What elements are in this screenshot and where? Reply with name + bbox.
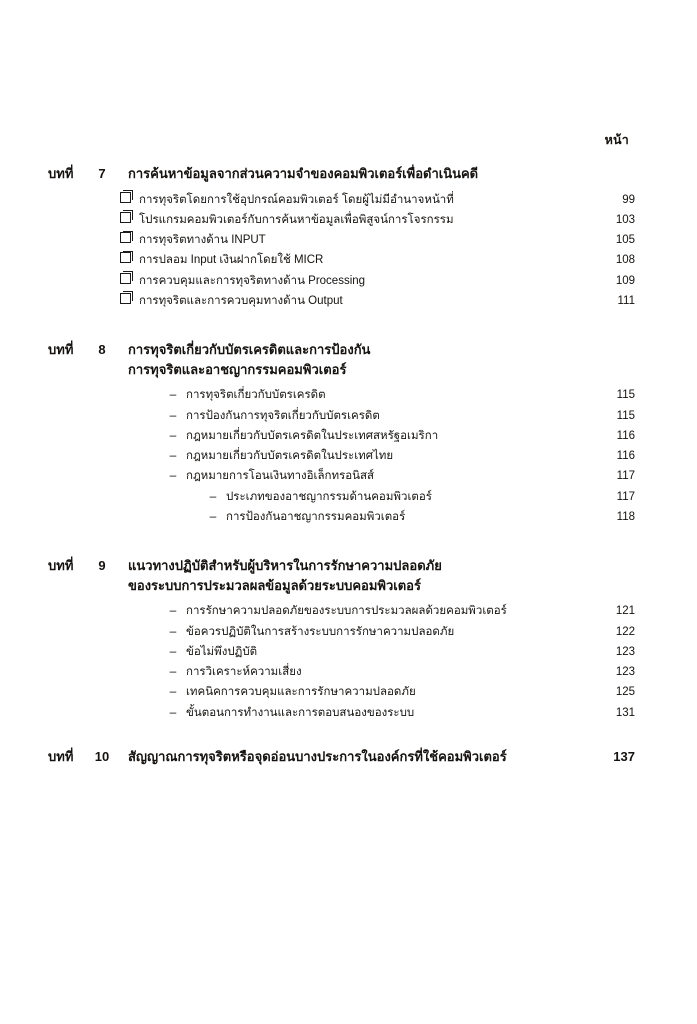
table-of-contents <box>48 130 653 788</box>
dash-icon: – <box>169 427 177 442</box>
toc-entry-label: เทคนิคการควบคุมและการรักษาความปลอดภัย <box>186 686 416 699</box>
toc-entry-page: 123 <box>615 666 635 679</box>
toc-entry-label: การป้องกันการทุจริตเกี่ยวกับบัตรเครดิต <box>186 409 380 422</box>
dash-icon: – <box>169 448 177 463</box>
chapter-title <box>116 747 653 767</box>
chapter-title <box>116 556 653 596</box>
dash-icon: – <box>169 407 177 422</box>
toc-entry-page: 131 <box>615 706 635 719</box>
toc-entry-label: การป้องกันอาชญากรรมคอมพิวเตอร์ <box>226 510 406 523</box>
chapter-title-text: สัญญาณการทุจริตหรือจุดอ่อนบางประการในองค์กรที่ใช้คอมพิวเตอร์ <box>128 749 507 765</box>
chapter-page-number: 137 <box>613 749 635 765</box>
toc-entry-page: 115 <box>616 389 635 402</box>
dash-icon: – <box>169 704 177 719</box>
dash-icon: – <box>169 387 177 402</box>
toc-entry-page: 109 <box>615 274 635 287</box>
checkbox-icon <box>120 192 131 209</box>
toc-entry[interactable] <box>48 251 653 271</box>
toc-entry-label: ขั้นตอนการทำงานและการตอบสนองของระบบ <box>186 706 415 719</box>
dash-icon: – <box>169 603 177 618</box>
toc-entry[interactable] <box>48 190 653 210</box>
toc-entry[interactable] <box>48 642 653 662</box>
toc-entry-page: 116 <box>616 450 635 463</box>
toc-entry[interactable] <box>48 683 653 703</box>
toc-entry-page: 111 <box>617 294 635 307</box>
toc-entry[interactable] <box>48 703 653 723</box>
checkbox-icon <box>120 293 131 310</box>
chapter-title-line-2: การทุจริตและอาชญากรรมคอมพิวเตอร์ <box>128 361 347 377</box>
toc-entry[interactable] <box>48 210 653 230</box>
dash-icon: – <box>169 468 177 483</box>
toc-entry[interactable] <box>48 602 653 622</box>
checkbox-icon <box>120 232 131 249</box>
chapter-number: 7 <box>98 166 106 181</box>
toc-entry-label: โปรแกรมคอมพิวเตอร์กับการค้นหาข้อมูลเพื่อพิสูจน์การโจรกรรม <box>139 213 454 226</box>
dash-icon: – <box>169 684 177 699</box>
chapter-word: บทที่ <box>48 341 74 357</box>
chapter-section <box>48 747 653 767</box>
dash-icon: – <box>169 643 177 658</box>
toc-entry-page: 115 <box>616 409 635 422</box>
toc-entry-label: ข้อควรปฏิบัติในการสร้างระบบการรักษาความปลอดภัย <box>186 625 455 638</box>
chapter-number: 9 <box>98 557 106 573</box>
toc-entry[interactable] <box>48 386 653 406</box>
dash-icon: – <box>169 623 177 638</box>
chapter-word: บทที่ <box>48 749 74 765</box>
dash-icon: – <box>209 508 217 523</box>
toc-entry[interactable] <box>48 622 653 642</box>
toc-entry-label: การทุจริตทางด้าน INPUT <box>139 234 266 247</box>
chapter-heading[interactable] <box>48 747 653 767</box>
dash-icon: – <box>209 488 217 503</box>
chapter-section <box>48 556 653 724</box>
chapter-section <box>48 164 653 312</box>
toc-entry-page: 99 <box>622 193 635 206</box>
chapter-title: การค้นหาข้อมูลจากส่วนความจำของคอมพิวเตอร์เพื่อดำเนินคดี <box>128 166 479 181</box>
chapter-word: บทที่ <box>48 166 74 181</box>
checkbox-icon <box>120 273 131 290</box>
toc-entry[interactable] <box>48 467 653 487</box>
chapter-number: 8 <box>98 341 106 357</box>
toc-entry-label: กฎหมายเกี่ยวกับบัตรเครดิตในประเทศสหรัฐอเมริกา <box>186 429 439 442</box>
toc-entry[interactable] <box>48 447 653 467</box>
toc-entry-label: การวิเคราะห์ความเสี่ยง <box>186 666 302 679</box>
toc-entry[interactable] <box>48 487 653 507</box>
checkbox-icon <box>120 252 131 269</box>
toc-entry-page: 118 <box>616 510 635 523</box>
checkbox-icon <box>120 212 131 229</box>
toc-entry-page: 123 <box>615 645 635 658</box>
chapter-word: บทที่ <box>48 557 74 573</box>
toc-entry-page: 125 <box>615 686 635 699</box>
toc-entry-label: กฎหมายการโอนเงินทางอิเล็กทรอนิสส์ <box>186 470 375 483</box>
toc-entry[interactable] <box>48 663 653 683</box>
toc-entry[interactable] <box>48 406 653 426</box>
page-column-header <box>48 130 653 150</box>
toc-entry-label: การทุจริตและการควบคุมทางด้าน Output <box>139 294 343 307</box>
chapter-title-line-1: การทุจริตเกี่ยวกับบัตรเครดิตและการป้องกัน <box>128 341 371 357</box>
toc-entry-label: ข้อไม่พึงปฏิบัติ <box>186 645 258 658</box>
dash-icon: – <box>169 664 177 679</box>
toc-entry-page: 122 <box>615 625 635 638</box>
toc-entry[interactable] <box>48 231 653 251</box>
toc-entry-label: การควบคุมและการทุจริตทางด้าน Processing <box>139 274 366 287</box>
toc-entry-page: 105 <box>615 234 635 247</box>
toc-entry[interactable] <box>48 426 653 446</box>
toc-entry-page: 108 <box>615 254 635 267</box>
chapter-title-line-2: ของระบบการประมวลผลข้อมูลด้วยระบบคอมพิวเตอร์ <box>128 577 421 593</box>
page-column-label: หน้า <box>604 133 629 147</box>
toc-entry-page: 117 <box>616 490 635 503</box>
toc-entry-label: ประเภทของอาชญากรรมด้านคอมพิวเตอร์ <box>226 490 432 503</box>
chapter-section <box>48 340 653 528</box>
toc-entry[interactable] <box>48 271 653 291</box>
toc-entry-page: 121 <box>615 605 635 618</box>
toc-entry-label: กฎหมายเกี่ยวกับบัตรเครดิตในประเทศไทย <box>186 450 394 463</box>
toc-entry-page: 117 <box>616 470 635 483</box>
toc-entry-page: 116 <box>616 429 635 442</box>
toc-entry-label: การทุจริตเกี่ยวกับบัตรเครดิต <box>186 389 326 402</box>
toc-entry-label: การทุจริตโดยการใช้อุปกรณ์คอมพิวเตอร์ โดยผู้ไม่มีอำนาจหน้าที่ <box>139 193 454 206</box>
chapter-title-line-1: แนวทางปฏิบัติสำหรับผู้บริหารในการรักษาความปลอดภัย <box>128 557 442 573</box>
chapter-heading[interactable] <box>48 340 653 380</box>
toc-entry-label: การรักษาความปลอดภัยของระบบการประมวลผลด้วยคอมพิวเตอร์ <box>186 605 507 618</box>
toc-entry-page: 103 <box>615 213 635 226</box>
chapter-heading[interactable] <box>48 556 653 596</box>
chapter-title <box>116 340 653 380</box>
chapter-number: 10 <box>94 749 110 765</box>
toc-entry[interactable] <box>48 291 653 311</box>
chapter-heading[interactable] <box>48 164 653 184</box>
toc-entry[interactable] <box>48 507 653 527</box>
toc-entry-label: การปลอม Input เงินฝากโดยใช้ MICR <box>139 254 324 267</box>
